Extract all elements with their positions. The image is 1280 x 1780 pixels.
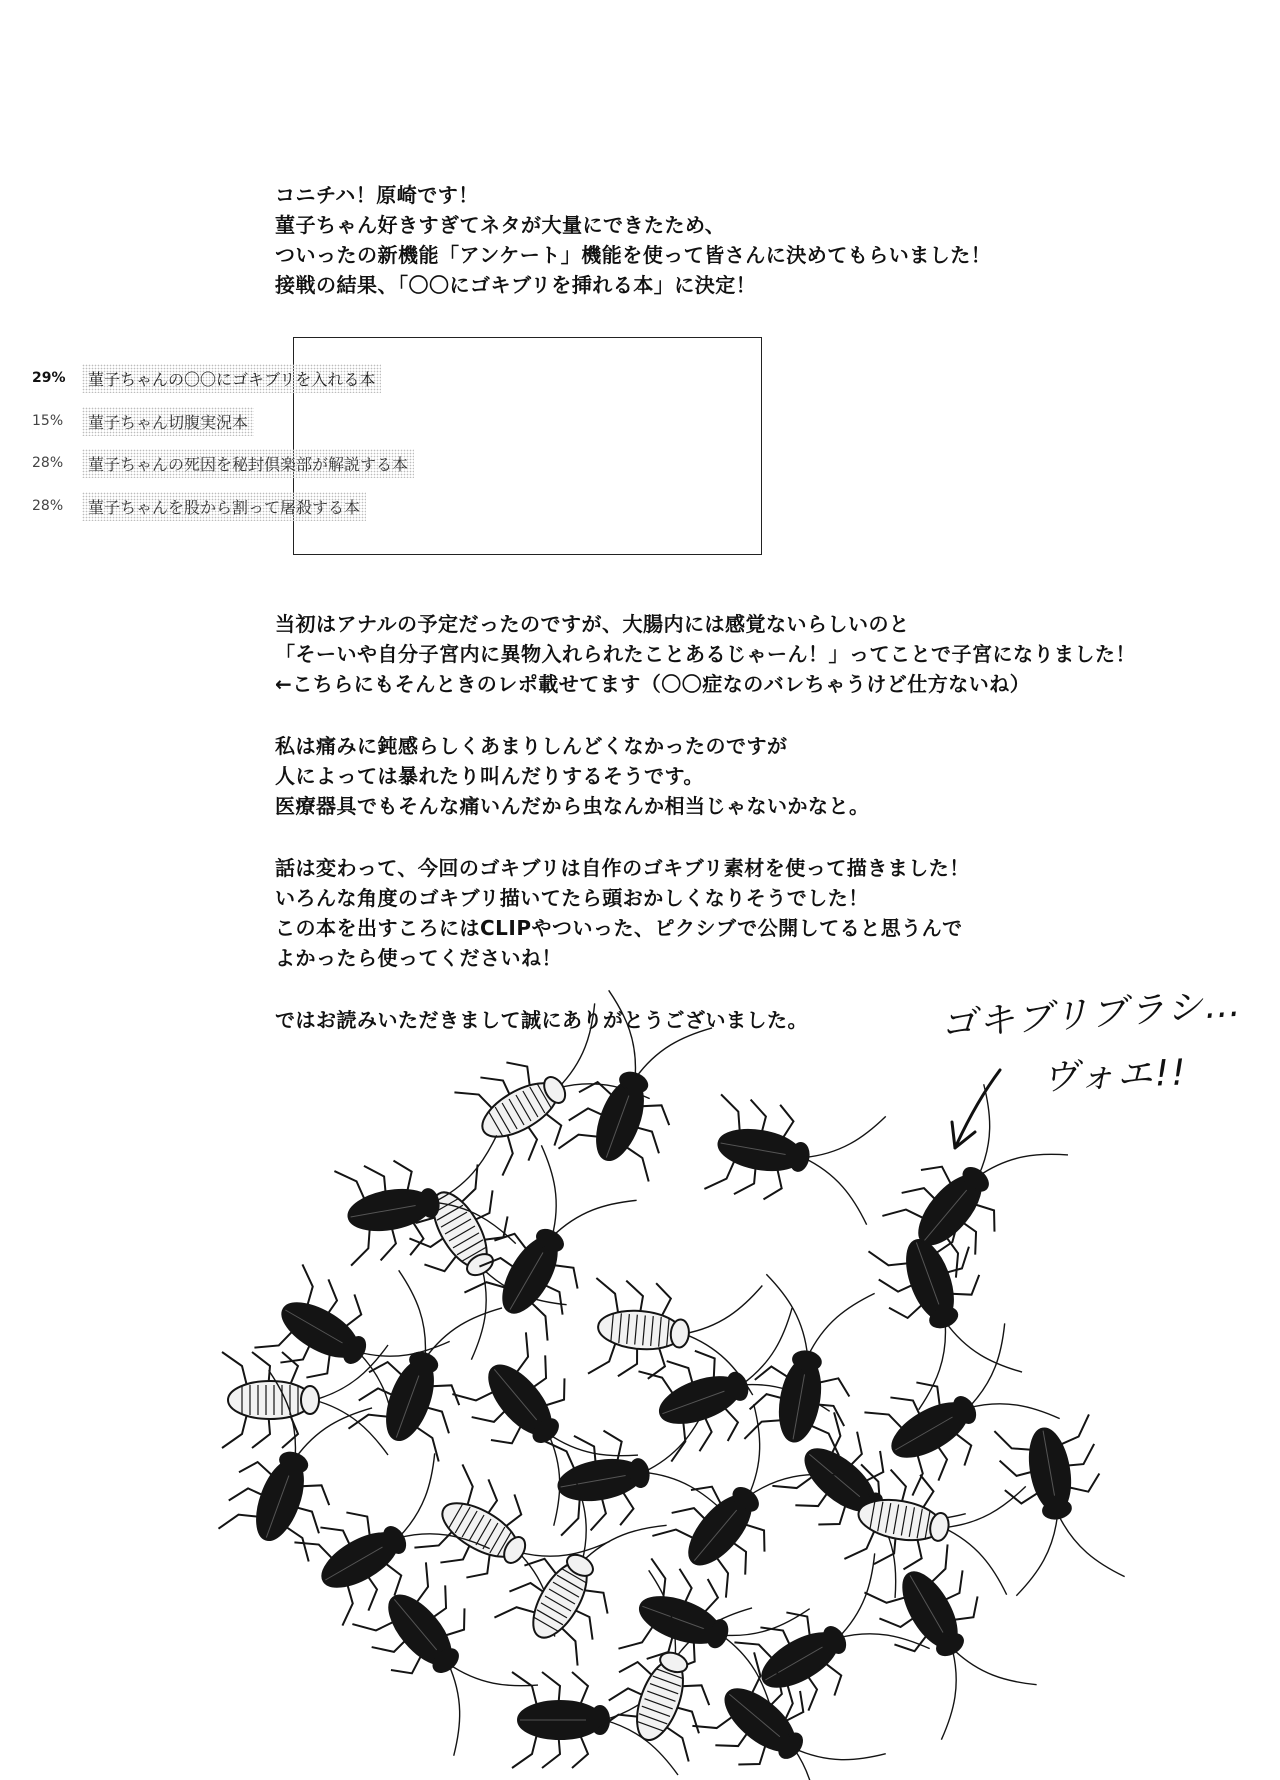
cockroach: [843, 1458, 1026, 1595]
poll-option-label: 菫子ちゃん切腹実況本: [82, 407, 254, 436]
poll-option: [32, 449, 414, 477]
cockroach: [768, 1407, 966, 1598]
poll-option-label: 菫子ちゃんを股から割って屠殺する本: [82, 492, 366, 521]
poll-option-label: 菫子ちゃんの死因を秘封倶楽部が解説する本: [82, 449, 414, 478]
paragraph-line: 「そーいや自分子宮内に異物入れられたことあるじゃーん！」ってことで子宮になりました！: [275, 642, 1136, 666]
cockroach: [616, 1552, 810, 1712]
paragraph-line: 人によっては暴れたり叫んだりするそうです。: [275, 764, 704, 788]
poll-percent: 29%: [32, 370, 66, 386]
cockroach: [512, 1665, 678, 1775]
poll-percent: 15%: [32, 413, 64, 429]
handwritten-note-line-1: ゴキブリブラシ…: [939, 983, 1244, 1046]
womb-explanation-paragraph: [275, 609, 1136, 699]
cockroach: [988, 1413, 1125, 1596]
cockroach: [291, 1453, 490, 1631]
cockroach: [333, 1135, 516, 1272]
intro-line: 菫子ちゃん好きすぎてネタが大量にできたため、: [275, 213, 726, 237]
cockroach: [592, 1570, 752, 1764]
cockroach-swarm: [212, 990, 1125, 1780]
paragraph-line: いろんな角度のゴキブリ描いてたら頭おかしくなりそうでした！: [275, 886, 869, 910]
paragraph-line: 私は痛みに鈍感らしくあまりしんどくなかったのですが: [275, 734, 788, 758]
cockroach: [862, 1216, 1022, 1410]
cockroach: [858, 1541, 1036, 1740]
paragraph-line: よかったら使ってくださいね！: [275, 946, 562, 970]
paragraph-line: この本を出すころにはCLIPやついった、ピクシブで公開してると思うんで: [275, 916, 963, 940]
pain-paragraph: [275, 731, 870, 821]
cockroach: [543, 1405, 726, 1542]
poll-option: [32, 492, 366, 520]
intro-paragraph: [275, 180, 991, 300]
cockroach: [488, 1470, 666, 1669]
cockroach: [731, 1553, 930, 1731]
cockroach: [861, 1323, 1060, 1501]
cockroach: [251, 1258, 450, 1436]
poll-option: [32, 364, 381, 392]
closing-paragraph: [275, 1005, 808, 1035]
cockroach: [738, 1274, 875, 1457]
cockroach: [647, 1404, 838, 1602]
paragraph-line: ではお読みいただきまして誠にありがとうございました。: [275, 1008, 808, 1032]
poll-percent: 28%: [32, 455, 64, 471]
poll-option-label: 菫子ちゃんの〇〇にゴキブリを入れる本: [82, 364, 381, 393]
cockroach: [447, 1328, 638, 1526]
cockroach: [688, 1647, 886, 1780]
cockroach: [347, 1558, 538, 1756]
cockroach: [388, 1161, 566, 1360]
cockroach: [458, 1145, 636, 1344]
brush-paragraph: [275, 853, 970, 973]
cockroach: [212, 1370, 372, 1564]
intro-line: ついったの新機能「アンケート」機能を使って皆さんに決めてもらいました！: [275, 243, 992, 267]
paragraph-line: 話は変わって、今回のゴキブリは自作のゴキブリ素材を使って描きました！: [275, 856, 970, 880]
intro-line: コニチハ！原崎です！: [275, 183, 479, 207]
cockroach: [411, 1458, 610, 1636]
intro-line: 接戦の結果、「〇〇にゴキブリを挿れる本」に決定！: [275, 273, 757, 297]
cockroach: [636, 1308, 830, 1468]
arrow-icon: [952, 1070, 1000, 1148]
paragraph-line: 当初はアナルの予定だったのですが、大腸内には感覚ないらしいのと: [275, 612, 910, 636]
poll-percent: 28%: [32, 498, 64, 514]
cockroach: [222, 1345, 388, 1455]
handwritten-note-line-2: ヴォエ!!: [1041, 1052, 1189, 1099]
paragraph-line: ←こちらにもそんときのレポ載せてます（〇〇症なのバレちゃうけど仕方ないね）: [275, 672, 1031, 696]
cockroach: [342, 1270, 502, 1464]
cockroach: [587, 1271, 762, 1395]
cockroach: [877, 1084, 1068, 1282]
cockroach: [703, 1088, 886, 1225]
poll-option: [32, 407, 254, 435]
paragraph-line: 医療器具でもそんな痛いんだから虫なんか相当じゃないかなと。: [275, 794, 870, 818]
